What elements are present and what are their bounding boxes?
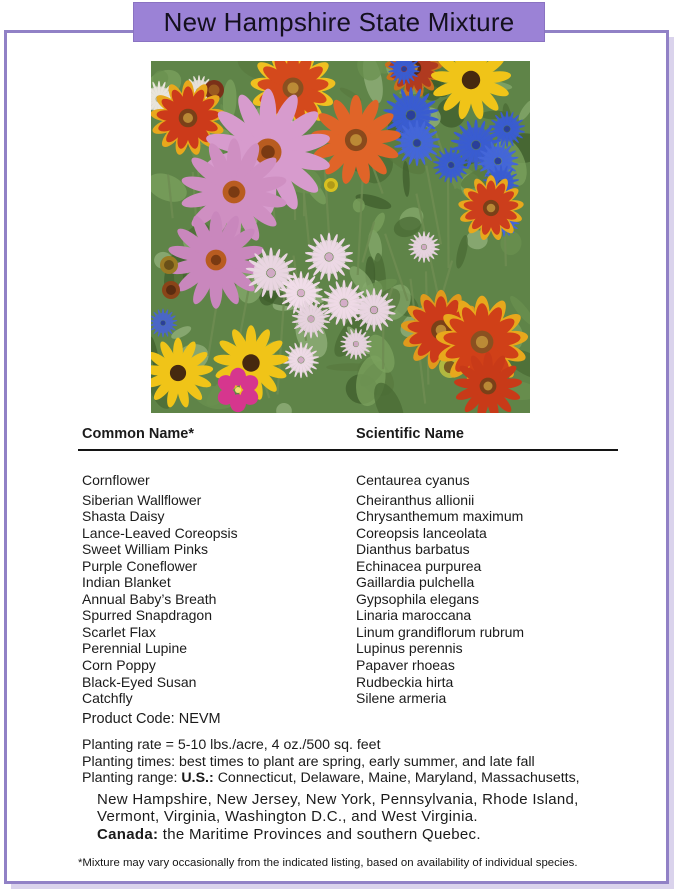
product-code-line [82,711,221,727]
canada-line [97,826,579,843]
species-table [82,472,642,707]
title-banner [133,2,545,42]
canada-label: Canada: [97,825,159,843]
canada-text: the Maritime Provinces and southern Quebec. [162,825,481,843]
planting-times-line: Planting times: best times to plant are spring, early summer, and late fall [82,753,535,770]
scientific-name-cell: Gaillardia pulchella [356,574,475,591]
common-name-cell: Perennial Lupine [82,640,188,657]
table-row [82,492,642,509]
table-row [82,574,642,591]
scientific-name-cell: Chrysanthemum maximum [356,508,524,525]
planting-range-continued [97,791,579,843]
scientific-name-cell: Gypsophila elegans [356,590,479,607]
table-row [82,657,642,674]
scientific-name-cell: Dianthus barbatus [356,541,470,558]
scientific-name-cell: Papaver rhoeas [356,657,455,674]
scientific-name-cell: Lupinus perennis [356,640,463,657]
product-code-label: Product Code: [82,711,175,727]
scientific-name-cell: Echinacea purpurea [356,557,482,574]
us-states-line2: New Hampshire, New Jersey, New York, Pennsylvania, Rhode Island, [97,791,579,808]
common-name-cell: Shasta Daisy [82,508,165,525]
table-row [82,591,642,608]
wildflower-photo [151,61,530,413]
scientific-name-header: Scientific Name [356,426,464,442]
common-name-cell: Purple Coneflower [82,557,198,574]
planting-range-label: Planting range: [82,770,178,787]
planting-info [82,737,580,787]
scientific-name-cell: Linaria maroccana [356,607,472,624]
product-code-value: NEVM [178,711,221,727]
common-name-cell: Scarlet Flax [82,623,156,640]
scientific-name-cell: Coreopsis lanceolata [356,524,487,541]
common-name-cell: Lance-Leaved Coreopsis [82,524,238,541]
planting-range-line [82,770,580,787]
us-label: U.S.: [181,770,214,787]
header-divider [78,449,618,451]
table-row [82,607,642,624]
table-row [82,640,642,657]
common-name-header: Common Name* [82,426,194,442]
table-row [82,525,642,542]
scientific-name-cell: Centaurea cyanus [356,472,470,488]
table-row [82,624,642,641]
common-name-cell: Corn Poppy [82,657,156,674]
common-name-cell: Black-Eyed Susan [82,673,197,690]
common-name-cell: Spurred Snapdragon [82,607,212,624]
common-name-cell: Indian Blanket [82,574,171,591]
scientific-name-cell: Cheiranthus allionii [356,491,475,508]
us-states-line3: Vermont, Virginia, Washington D.C., and West Virginia. [97,808,478,826]
scientific-name-cell: Linum grandiflorum rubrum [356,623,525,640]
scientific-name-cell: Rudbeckia hirta [356,673,454,690]
mixture-footnote: *Mixture may vary occasionally from the indicated listing, based on availability of individual species. [78,857,578,869]
planting-rate-line: Planting rate = 5-10 lbs./acre, 4 oz./500 sq. feet [82,737,381,753]
table-row [82,472,642,489]
common-name-cell: Catchfly [82,690,133,707]
table-row [82,508,642,525]
table-row [82,674,642,691]
common-name-cell: Sweet William Pinks [82,541,209,558]
common-name-cell: Siberian Wallflower [82,491,202,508]
scientific-name-cell: Silene armeria [356,690,447,707]
table-header-row [0,426,679,446]
table-row [82,541,642,558]
page-title: New Hampshire State Mixture [163,6,515,37]
common-name-cell: Cornflower [82,472,150,488]
common-name-cell: Annual Baby’s Breath [82,590,217,607]
wildflower-photo-svg [151,61,530,413]
table-row [82,558,642,575]
table-row [82,690,642,707]
us-states-line1: Connecticut, Delaware, Maine, Maryland, Massachusetts, [217,770,580,787]
